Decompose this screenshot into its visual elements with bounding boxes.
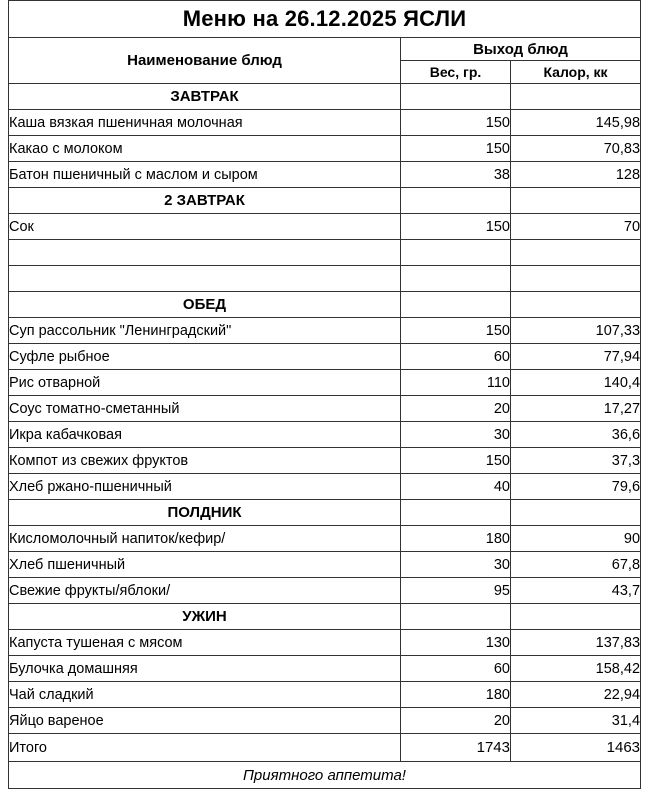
dish-calories: 140,4 xyxy=(511,370,641,396)
dish-weight: 38 xyxy=(401,162,511,188)
table-row xyxy=(9,318,641,344)
section-calories xyxy=(511,500,641,526)
footer-row xyxy=(9,762,641,789)
dish-weight: 30 xyxy=(401,422,511,448)
dish-name: Каша вязкая пшеничная молочная xyxy=(9,110,401,136)
total-calories: 1463 xyxy=(511,734,641,762)
dish-name: Компот из свежих фруктов xyxy=(9,448,401,474)
section-title: ПОЛДНИК xyxy=(9,500,401,526)
section-title: ОБЕД xyxy=(9,292,401,318)
table-row xyxy=(9,422,641,448)
dish-calories: 36,6 xyxy=(511,422,641,448)
dish-weight: 150 xyxy=(401,110,511,136)
dish-weight: 150 xyxy=(401,318,511,344)
dish-name: Яйцо вареное xyxy=(9,708,401,734)
total-label: Итого xyxy=(9,734,401,762)
dish-name: Рис отварной xyxy=(9,370,401,396)
dish-name: Чай сладкий xyxy=(9,682,401,708)
dish-weight: 150 xyxy=(401,136,511,162)
dish-weight: 20 xyxy=(401,396,511,422)
table-row xyxy=(9,214,641,240)
dish-calories: 70 xyxy=(511,214,641,240)
table-row xyxy=(9,136,641,162)
table-row xyxy=(9,656,641,682)
dish-weight: 20 xyxy=(401,708,511,734)
dish-weight: 60 xyxy=(401,656,511,682)
dish-name: Суп рассольник "Ленинградский" xyxy=(9,318,401,344)
column-header-name: Наименование блюд xyxy=(9,38,401,84)
blank-cell xyxy=(401,240,511,266)
section-row xyxy=(9,84,641,110)
dish-weight: 150 xyxy=(401,448,511,474)
dish-weight: 130 xyxy=(401,630,511,656)
section-weight xyxy=(401,604,511,630)
dish-name: Капуста тушеная с мясом xyxy=(9,630,401,656)
dish-calories: 22,94 xyxy=(511,682,641,708)
section-row xyxy=(9,292,641,318)
table-row xyxy=(9,552,641,578)
dish-calories: 107,33 xyxy=(511,318,641,344)
table-row xyxy=(9,578,641,604)
section-weight xyxy=(401,292,511,318)
dish-weight: 150 xyxy=(401,214,511,240)
table-row xyxy=(9,162,641,188)
menu-table-body xyxy=(9,1,641,789)
column-header-calories: Калор, кк xyxy=(511,61,641,84)
table-row xyxy=(9,708,641,734)
dish-weight: 110 xyxy=(401,370,511,396)
table-row xyxy=(9,110,641,136)
footer-note: Приятного аппетита! xyxy=(9,762,641,789)
dish-calories: 79,6 xyxy=(511,474,641,500)
section-calories xyxy=(511,292,641,318)
blank-cell xyxy=(401,266,511,292)
dish-calories: 67,8 xyxy=(511,552,641,578)
blank-row xyxy=(9,266,641,292)
dish-calories: 128 xyxy=(511,162,641,188)
section-title: 2 ЗАВТРАК xyxy=(9,188,401,214)
table-row xyxy=(9,448,641,474)
dish-name: Булочка домашняя xyxy=(9,656,401,682)
dish-name: Свежие фрукты/яблоки/ xyxy=(9,578,401,604)
dish-weight: 30 xyxy=(401,552,511,578)
dish-weight: 95 xyxy=(401,578,511,604)
dish-name: Икра кабачковая xyxy=(9,422,401,448)
section-weight xyxy=(401,188,511,214)
dish-calories: 43,7 xyxy=(511,578,641,604)
blank-cell xyxy=(511,266,641,292)
header-row-top xyxy=(9,38,641,61)
section-weight xyxy=(401,500,511,526)
dish-calories: 37,3 xyxy=(511,448,641,474)
dish-calories: 90 xyxy=(511,526,641,552)
blank-cell xyxy=(511,240,641,266)
section-title: ЗАВТРАК xyxy=(9,84,401,110)
dish-name: Какао с молоком xyxy=(9,136,401,162)
section-row xyxy=(9,188,641,214)
page-title: Меню на 26.12.2025 ЯСЛИ xyxy=(9,1,641,38)
dish-name: Хлеб пшеничный xyxy=(9,552,401,578)
title-row xyxy=(9,1,641,38)
table-row xyxy=(9,526,641,552)
dish-name: Суфле рыбное xyxy=(9,344,401,370)
menu-table xyxy=(8,0,641,789)
column-header-weight: Вес, гр. xyxy=(401,61,511,84)
dish-weight: 180 xyxy=(401,526,511,552)
dish-name: Батон пшеничный с маслом и сыром xyxy=(9,162,401,188)
dish-name: Хлеб ржано-пшеничный xyxy=(9,474,401,500)
dish-weight: 40 xyxy=(401,474,511,500)
table-row xyxy=(9,474,641,500)
dish-weight: 180 xyxy=(401,682,511,708)
column-header-output-group: Выход блюд xyxy=(401,38,641,61)
dish-name: Сок xyxy=(9,214,401,240)
table-row xyxy=(9,396,641,422)
total-weight: 1743 xyxy=(401,734,511,762)
table-row xyxy=(9,344,641,370)
section-calories xyxy=(511,188,641,214)
section-weight xyxy=(401,84,511,110)
section-calories xyxy=(511,84,641,110)
section-row xyxy=(9,604,641,630)
table-row xyxy=(9,370,641,396)
dish-calories: 70,83 xyxy=(511,136,641,162)
section-calories xyxy=(511,604,641,630)
blank-row xyxy=(9,240,641,266)
section-row xyxy=(9,500,641,526)
dish-name: Кисломолочный напиток/кефир/ xyxy=(9,526,401,552)
dish-name: Соус томатно-сметанный xyxy=(9,396,401,422)
dish-calories: 17,27 xyxy=(511,396,641,422)
dish-calories: 145,98 xyxy=(511,110,641,136)
table-row xyxy=(9,630,641,656)
total-row xyxy=(9,734,641,762)
dish-weight: 60 xyxy=(401,344,511,370)
dish-calories: 137,83 xyxy=(511,630,641,656)
blank-cell xyxy=(9,266,401,292)
dish-calories: 31,4 xyxy=(511,708,641,734)
blank-cell xyxy=(9,240,401,266)
dish-calories: 158,42 xyxy=(511,656,641,682)
dish-calories: 77,94 xyxy=(511,344,641,370)
section-title: УЖИН xyxy=(9,604,401,630)
table-row xyxy=(9,682,641,708)
